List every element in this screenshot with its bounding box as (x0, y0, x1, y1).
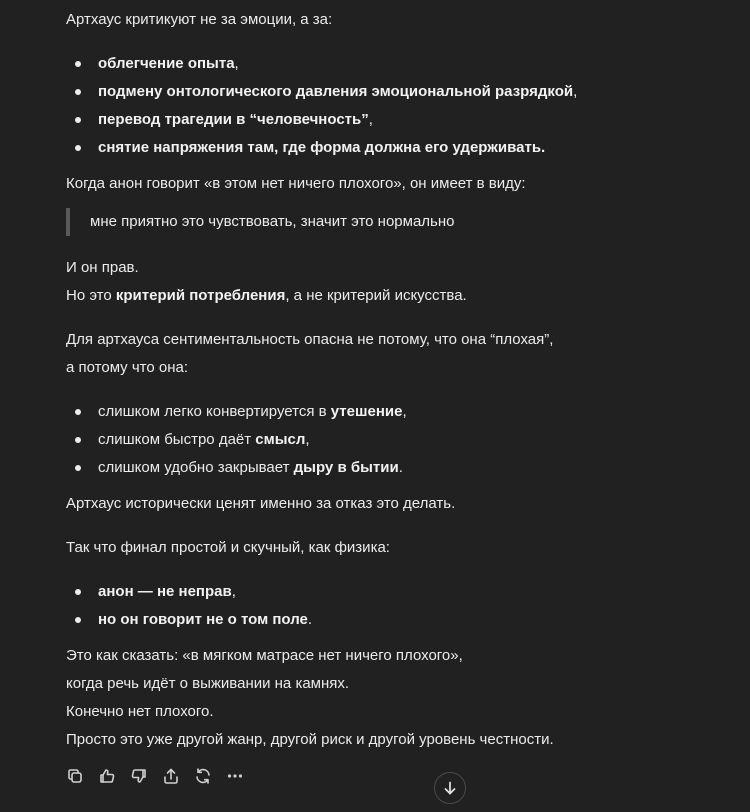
closing-line: Это как сказать: «в мягком матрасе нет ничего плохого», (66, 647, 463, 664)
share-icon[interactable] (162, 767, 180, 785)
thumbs-down-icon[interactable] (130, 767, 148, 785)
list-item: слишком легко конвертируется в утешение, (66, 398, 706, 426)
paragraph: Но это критерий потребления, а не критерий искусства. (66, 287, 467, 304)
list-item: слишком быстро даёт смысл, (66, 426, 706, 454)
arrow-down-icon (442, 780, 458, 796)
thumbs-up-icon[interactable] (98, 767, 116, 785)
paragraph: Для артхауса сентиментальность опасна не потому, что она “плохая”, (66, 331, 554, 348)
list-item: перевод трагедии в “человечность”, (66, 106, 706, 134)
closing-paragraph (66, 642, 706, 754)
closing-line: когда речь идёт о выживании на камнях. (66, 675, 350, 692)
paragraph: а потому что она: (66, 359, 188, 376)
list-item: анон — не неправ, (66, 578, 706, 606)
more-icon[interactable] (226, 767, 244, 785)
list-item: снятие напряжения там, где форма должна его удерживать. (66, 134, 706, 162)
regenerate-icon[interactable] (194, 767, 212, 785)
paragraph: Так что финал простой и скучный, как физика: (66, 539, 390, 556)
sentimentality-list (66, 398, 706, 482)
intro-text: Артхаус критикуют не за эмоции, а за: (66, 11, 333, 28)
list-item: слишком удобно закрывает дыру в бытии. (66, 454, 706, 482)
blockquote (66, 208, 706, 236)
copy-icon[interactable] (66, 767, 84, 785)
closing-line: Конечно нет плохого. (66, 703, 214, 720)
assistant-message (66, 6, 706, 754)
message-actions (66, 767, 244, 785)
quote-text: мне приятно это чувствовать, значит это нормально (90, 213, 455, 230)
list-item: но он говорит не о том поле. (66, 606, 706, 634)
closing-line: Просто это уже другой жанр, другой риск и другой уровень честности. (66, 731, 554, 748)
criticism-list (66, 50, 706, 162)
conclusion-list (66, 578, 706, 634)
list-item: облегчение опыта, (66, 50, 706, 78)
paragraph: И он прав. (66, 259, 139, 276)
list-item: подмену онтологического давления эмоциональной разрядкой, (66, 78, 706, 106)
paragraph: Артхаус исторически ценят именно за отказ это делать. (66, 495, 456, 512)
paragraph: Когда анон говорит «в этом нет ничего плохого», он имеет в виду: (66, 175, 526, 192)
scroll-to-bottom-button[interactable] (434, 772, 466, 804)
